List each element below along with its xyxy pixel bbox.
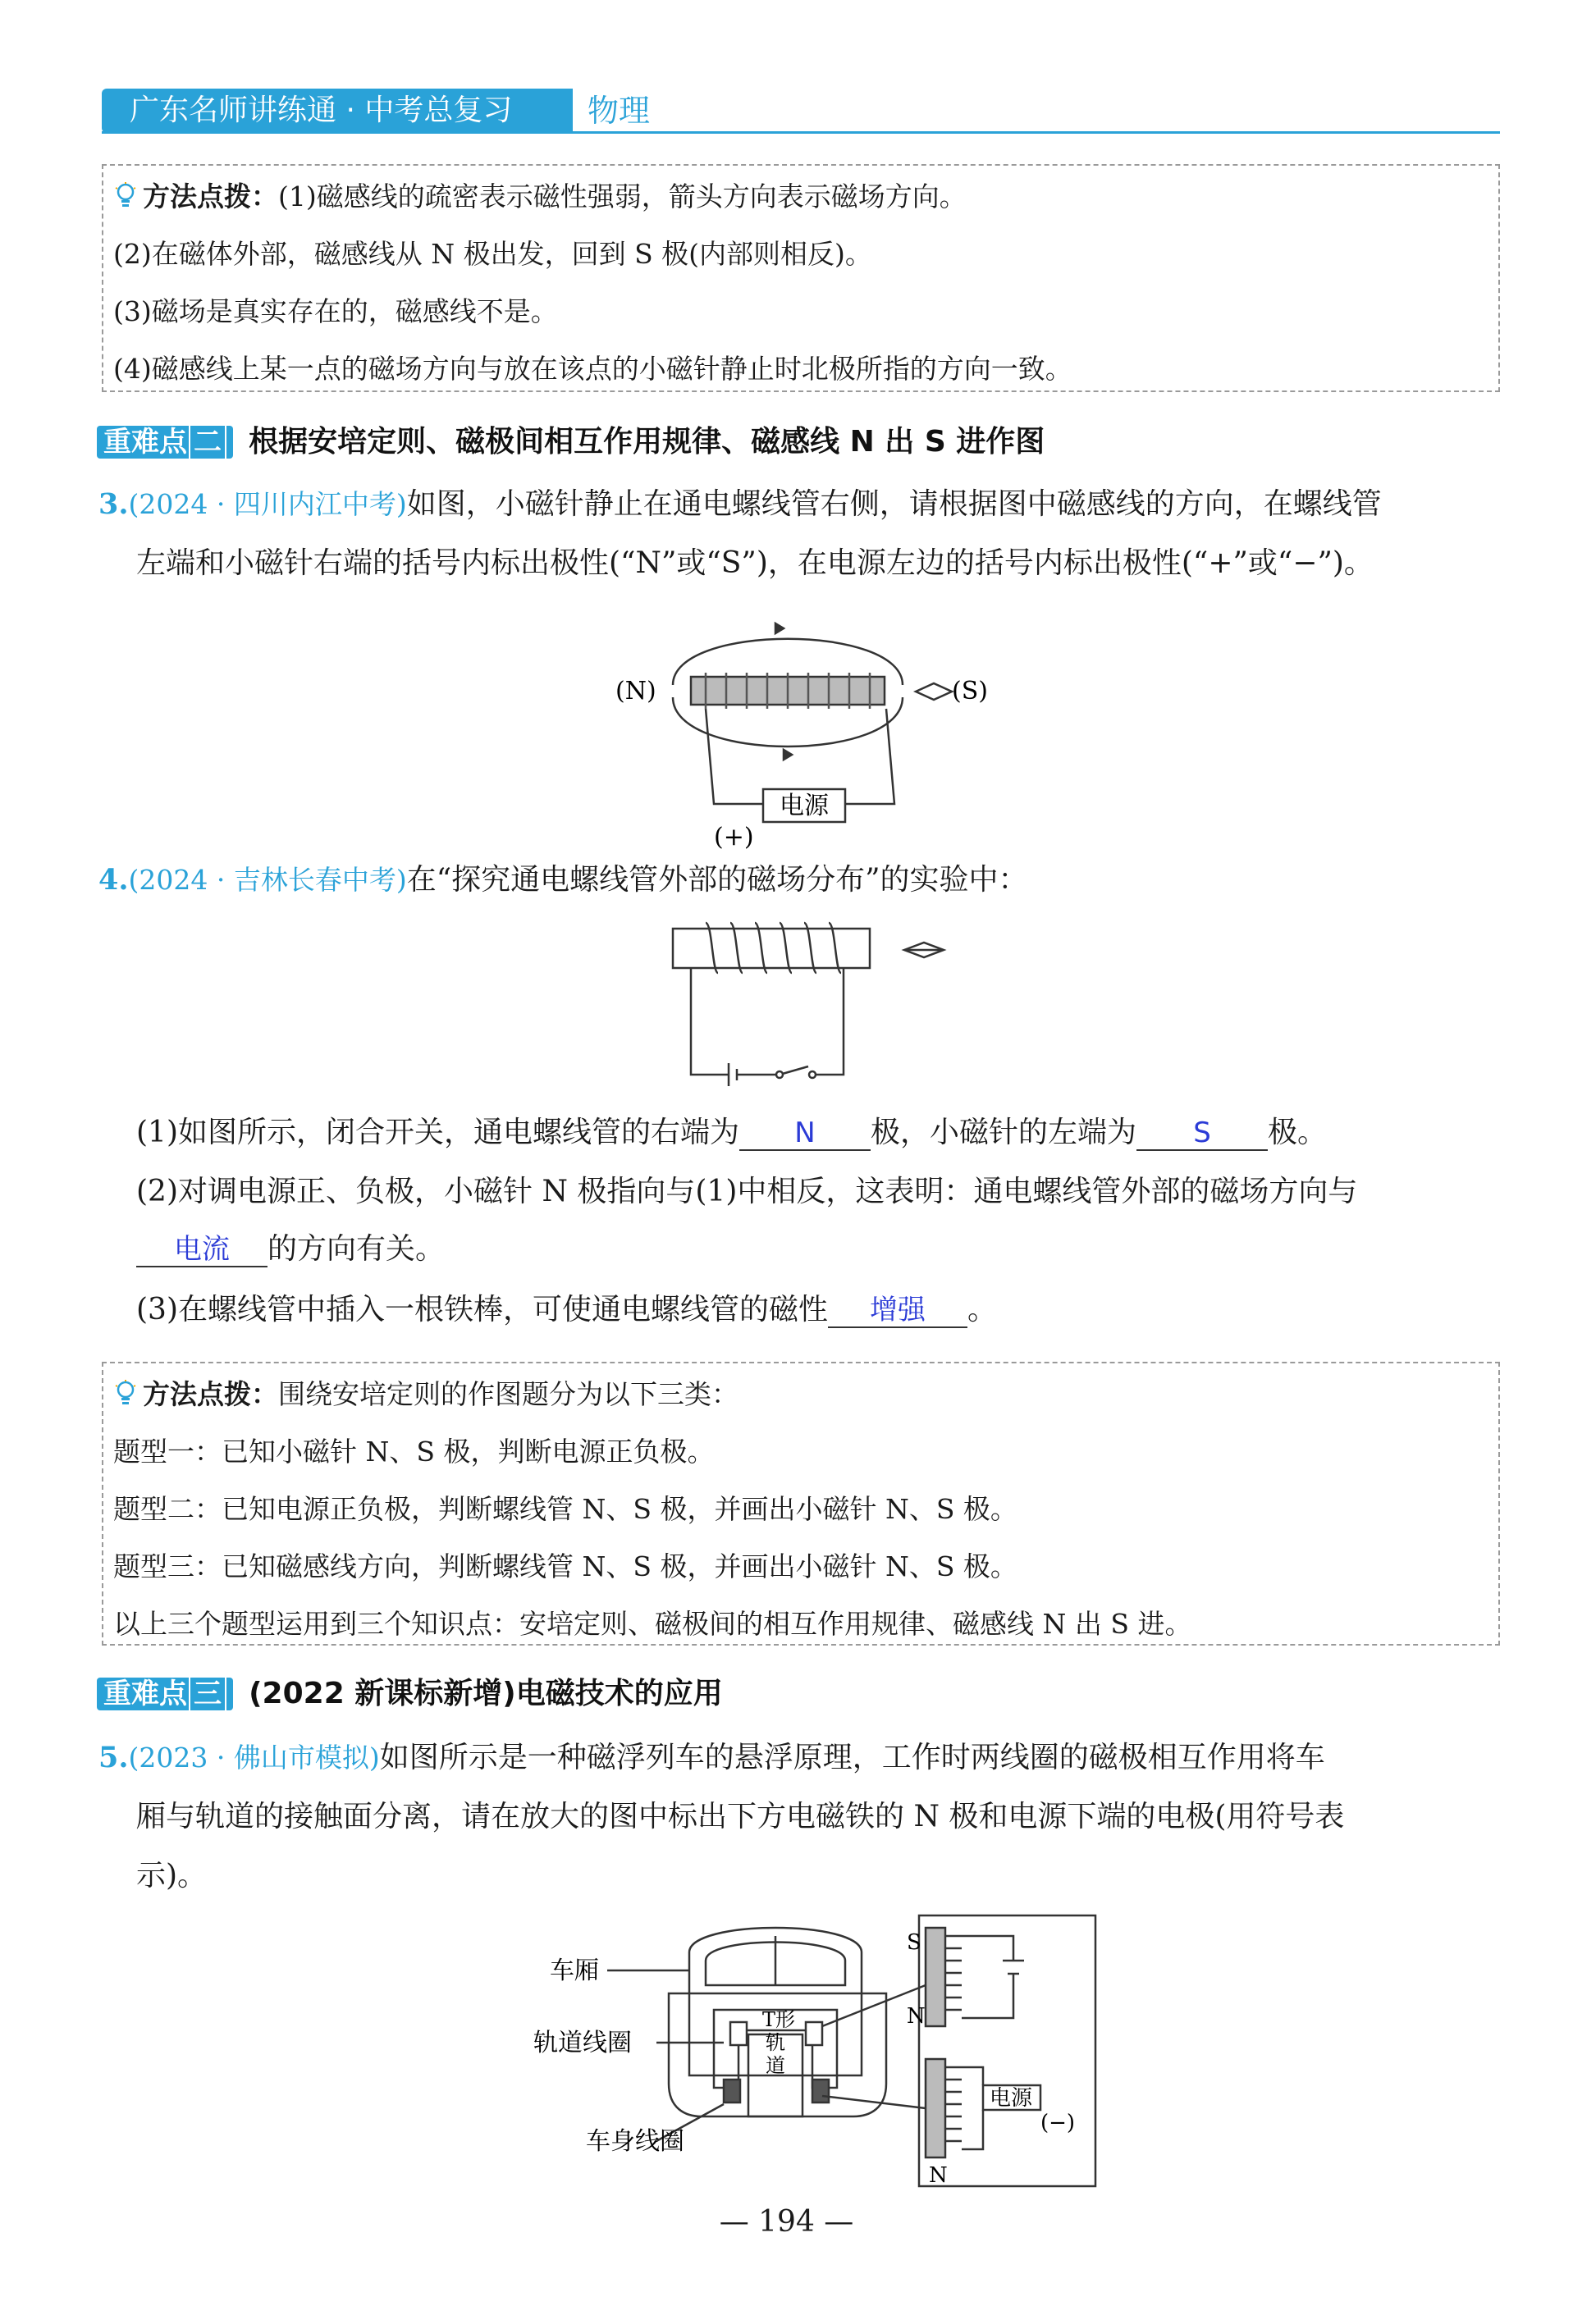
switch-contact bbox=[809, 1071, 816, 1078]
header-rule bbox=[102, 131, 1500, 134]
lower-circuit bbox=[962, 2067, 983, 2149]
upper-electromagnet bbox=[926, 1928, 945, 2026]
fig-label-left: (N) bbox=[615, 677, 656, 705]
lightbulb-icon bbox=[113, 181, 138, 209]
label-power: 电源 bbox=[990, 2086, 1033, 2111]
badge-number: 三 bbox=[189, 1676, 226, 1712]
field-arrow-bottom bbox=[784, 750, 792, 760]
badge-label: 重难点 bbox=[103, 1678, 187, 1710]
q5-line-3: 示)。 bbox=[136, 1859, 208, 1893]
lightbulb-icon bbox=[113, 1379, 138, 1407]
solenoid-diagram bbox=[607, 607, 1034, 853]
upper-coil bbox=[945, 1936, 962, 2010]
part-1-text-a: (1)如图所示，闭合开关，通电螺线管的右端为 bbox=[136, 1116, 739, 1149]
page-number: — 194 — bbox=[719, 2205, 854, 2239]
label-s-pole: S bbox=[907, 1930, 921, 1955]
label-carriage: 车厢 bbox=[550, 1956, 599, 1985]
lower-electromagnet bbox=[926, 2059, 945, 2157]
method-tip-box-1 bbox=[102, 164, 1500, 392]
answer-blank-2[interactable]: S bbox=[1136, 1116, 1268, 1151]
tip-1-line-4: (4)磁感线上某一点的磁场方向与放在该点的小磁针静止时北极所指的方向一致。 bbox=[113, 353, 1072, 385]
question-source: (2024 · 吉林长春中考) bbox=[128, 864, 407, 896]
part-1-text-c: 极。 bbox=[1268, 1116, 1328, 1149]
q4-circuit-diagram bbox=[665, 919, 993, 1099]
lower-coil bbox=[945, 2067, 962, 2141]
section-2-heading bbox=[97, 423, 1045, 461]
question-text: 在“探究通电螺线管外部的磁场分布”的实验中： bbox=[406, 863, 1028, 897]
q5-line-2: 厢与轨道的接触面分离，请在放大的图中标出下方电磁铁的 N 极和电源下端的电极(用符号表 bbox=[136, 1800, 1345, 1833]
tip-2-line-4: 以上三个题型运用到三个知识点：安培定则、磁极间的相互作用规律、磁感线 N 出 S 进。 bbox=[113, 1608, 1192, 1640]
tip-2-line-2: 题型二：已知电源正负极，判断螺线管 N、S 极，并画出小磁针 N、S 极。 bbox=[113, 1493, 1017, 1525]
section-badge bbox=[97, 426, 233, 459]
fig-label-power: 电源 bbox=[780, 792, 829, 820]
answer-blank-4[interactable]: 增强 bbox=[828, 1294, 967, 1328]
label-body-coil: 车身线圈 bbox=[586, 2127, 684, 2156]
question-text: 如图所示是一种磁浮列车的悬浮原理，工作时两线圈的磁极相互作用将车 bbox=[379, 1741, 1325, 1774]
tip-1-line-2: (2)在磁体外部，磁感线从 N 极出发，回到 S 极(内部则相反)。 bbox=[113, 238, 872, 270]
maglev-diagram bbox=[533, 1903, 1124, 2190]
coil-windings bbox=[706, 923, 841, 973]
label-n-pole-upper: N bbox=[907, 2004, 926, 2029]
q3-line-1 bbox=[98, 484, 1382, 525]
fig-label-right: (S) bbox=[952, 677, 988, 705]
series-title: 广东名师讲练通 · 中考总复习 bbox=[102, 89, 573, 133]
tip-2-title-rest: 围绕安培定则的作图题分为以下三类： bbox=[278, 1378, 738, 1410]
label-track-coil: 轨道线圈 bbox=[533, 2029, 632, 2057]
question-number: 3. bbox=[98, 487, 129, 521]
question-source: (2023 · 佛山市模拟) bbox=[128, 1742, 380, 1774]
q5-line-1 bbox=[98, 1737, 1325, 1778]
track-coil-right bbox=[806, 2022, 822, 2045]
track-coil-left bbox=[730, 2022, 747, 2045]
label-rail-1: T形 bbox=[762, 2008, 796, 2031]
field-arrow-top bbox=[775, 623, 784, 633]
switch-pivot bbox=[776, 1071, 783, 1078]
label-minus: (−) bbox=[1040, 2111, 1076, 2135]
question-number: 4. bbox=[98, 863, 129, 897]
question-text: 如图，小磁针静止在通电螺线管右侧，请根据图中磁感线的方向，在螺线管 bbox=[406, 487, 1382, 521]
label-rail-3: 道 bbox=[766, 2054, 785, 2077]
label-n-pole-lower: N bbox=[929, 2163, 948, 2188]
badge-label: 重难点 bbox=[103, 426, 187, 459]
circuit-wire bbox=[691, 968, 844, 1075]
tip-2-line-3: 题型三：已知磁感线方向，判断螺线管 N、S 极，并画出小磁针 N、S 极。 bbox=[113, 1550, 1017, 1582]
tip-1-title: 方法点拨： bbox=[143, 180, 278, 212]
body-coil-right bbox=[812, 2080, 829, 2103]
tip-1-line-3: (3)磁场是真实存在的，磁感线不是。 bbox=[113, 295, 558, 327]
subject-label: 物理 bbox=[588, 93, 651, 129]
tip-2-title-line bbox=[113, 1373, 738, 1412]
fig-label-bottom: (+) bbox=[714, 823, 754, 852]
tip-2-title: 方法点拨： bbox=[143, 1378, 278, 1410]
q4-stem bbox=[98, 860, 1028, 901]
badge-number: 二 bbox=[189, 424, 226, 460]
part-3-text-a: (3)在螺线管中插入一根铁棒，可使通电螺线管的磁性 bbox=[136, 1293, 828, 1326]
answer-blank-1[interactable]: N bbox=[739, 1116, 871, 1151]
upper-circuit bbox=[962, 1936, 1013, 2018]
q4-part-2-line-1: (2)对调电源正、负极，小磁针 N 极指向与(1)中相反，这表明：通电螺线管外部的磁场方向与 bbox=[136, 1175, 1358, 1208]
q4-part-2-line-2 bbox=[136, 1229, 445, 1270]
part-1-text-b: 极，小磁针的左端为 bbox=[871, 1116, 1137, 1149]
section-title: 根据安培定则、磁极间相互作用规律、磁感线 N 出 S 进作图 bbox=[249, 425, 1045, 459]
label-rail-2: 轨 bbox=[766, 2031, 785, 2054]
q4-part-3 bbox=[136, 1290, 997, 1331]
q3-line-2: 左端和小磁针右端的括号内标出极性(“N”或“S”)，在电源左边的括号内标出极性(“+”或“−”)。 bbox=[136, 546, 1374, 580]
section-title: (2022 新课标新增)电磁技术的应用 bbox=[249, 1677, 723, 1710]
tip-1-line-1: (1)磁感线的疏密表示磁性强弱，箭头方向表示磁场方向。 bbox=[278, 180, 967, 212]
solenoid-tube bbox=[673, 929, 870, 968]
part-2-text-b: 的方向有关。 bbox=[268, 1232, 446, 1266]
question-number: 5. bbox=[98, 1741, 129, 1774]
question-source: (2024 · 四川内江中考) bbox=[128, 488, 407, 520]
part-3-text-b: 。 bbox=[967, 1293, 998, 1326]
compass-needle bbox=[916, 683, 952, 700]
q4-part-1 bbox=[136, 1112, 1327, 1153]
section-3-heading bbox=[97, 1675, 723, 1713]
section-badge bbox=[97, 1678, 233, 1710]
tip-1-title-line bbox=[113, 176, 967, 214]
method-tip-box-2 bbox=[102, 1362, 1500, 1646]
answer-blank-3[interactable]: 电流 bbox=[136, 1233, 268, 1267]
tip-2-line-1: 题型一：已知小磁针 N、S 极，判断电源正负极。 bbox=[113, 1436, 715, 1468]
body-coil-left bbox=[724, 2080, 740, 2103]
